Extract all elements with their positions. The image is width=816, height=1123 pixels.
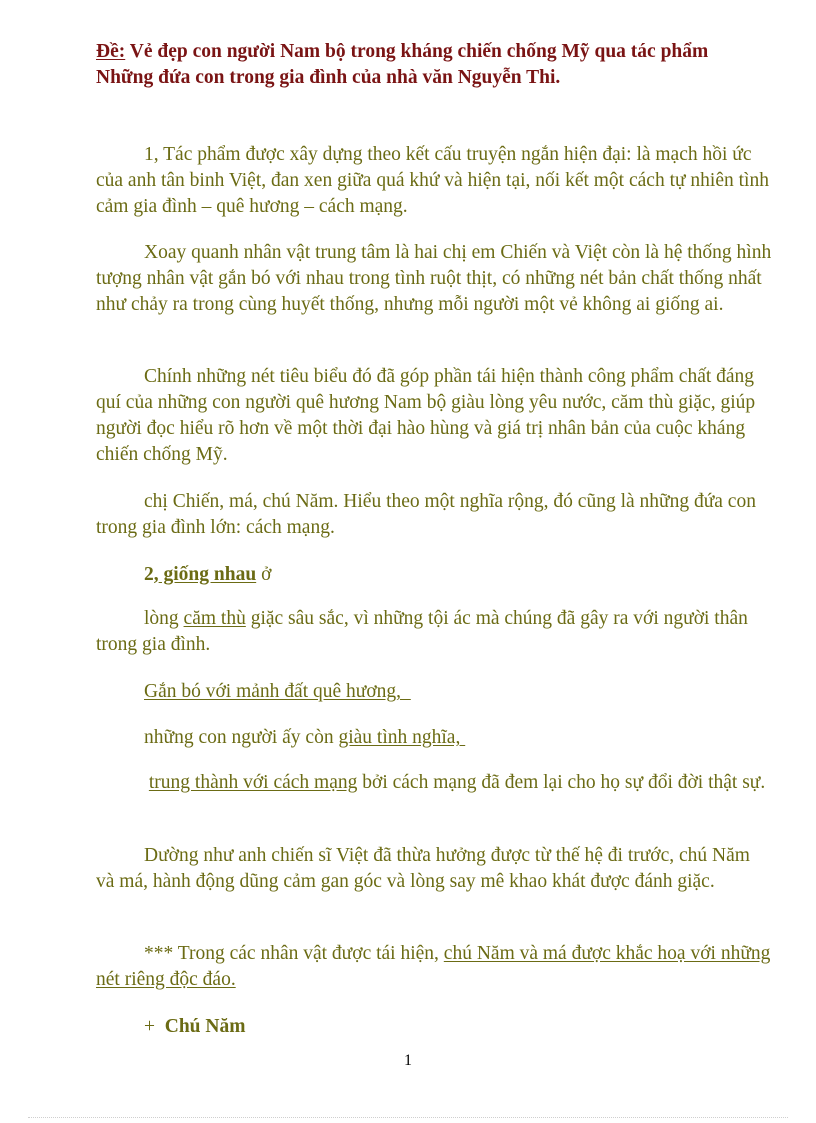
paragraph-9-b: bởi cách mạng đã đem lại cho họ sự đổi đời thật sự. xyxy=(357,772,766,793)
paragraph-2: Xoay quanh nhân vật trung tâm là hai chị em Chiến và Việt còn là hệ thống hình tượng nhân vật gắn bó với nhau trong tình ruột thịt, có những nét bản chất thống nhất như chảy ra trong cùng huyết thống, nhưng mỗi người một vẻ không ai giống ai. xyxy=(96,242,772,315)
paragraph-9 xyxy=(96,770,772,796)
paragraph-6-underlined: căm thù xyxy=(183,608,246,629)
paragraph-8-underlined: giàu tình nghĩa, xyxy=(338,727,466,748)
page-break-divider xyxy=(28,1117,788,1118)
page-title xyxy=(96,39,786,91)
paragraph-7-underlined: Gắn bó với mảnh đất quê hương, xyxy=(144,681,411,702)
paragraph-6-a: lòng xyxy=(144,608,184,629)
page-number: 1 xyxy=(404,1052,412,1069)
paragraph-12 xyxy=(96,1014,816,1040)
paragraph-8-a: những con người ấy còn xyxy=(144,727,339,748)
paragraph-11-a: *** Trong các nhân vật được tái hiện, xyxy=(144,943,444,964)
title-text-line2: Những đứa con trong gia đình của nhà văn Nguyễn Thi. xyxy=(96,67,561,88)
title-label: Đề: xyxy=(96,41,126,62)
title-text-line1: Vẻ đẹp con người Nam bộ trong kháng chiến chống Mỹ qua tác phẩm xyxy=(125,41,709,62)
paragraph-5-suffix: ở xyxy=(256,564,272,585)
paragraph-11-underlined: chú Năm và má được khắc hoạ với những nét riêng độc đáo. xyxy=(96,943,771,990)
paragraph-12-heading: Chú Năm xyxy=(164,1016,246,1037)
paragraph-3: Chính những nét tiêu biểu đó đã góp phần tái hiện thành công phẩm chất đáng quí của những con người quê hương Nam bộ giàu lòng yêu nước, căm thù giặc, giúp người đọc hiểu rõ hơn về một thời đại hào hùng và giá trị nhân bản của cuộc kháng chiến chống Mỹ. xyxy=(96,366,756,465)
paragraph-8 xyxy=(96,725,816,751)
bullet-plus: + xyxy=(144,1016,155,1037)
paragraph-11 xyxy=(96,941,772,993)
paragraph-4: chị Chiến, má, chú Năm. Hiểu theo một nghĩa rộng, đó cũng là những đứa con trong gia đình lớn: cách mạng. xyxy=(96,491,756,538)
paragraph-6-b: giặc sâu sắc, vì những tội ác mà chúng đã gây ra với người thân trong gia đình. xyxy=(96,608,748,655)
paragraph-1: 1, Tác phẩm được xây dựng theo kết cấu truyện ngắn hiện đại: là mạch hồi ức của anh tân binh Việt, đan xen giữa quá khứ và hiện tại, nối kết một cách tự nhiên tình cảm gia đình – quê hương – cách mạng. xyxy=(96,144,769,217)
paragraph-7 xyxy=(96,679,816,705)
paragraph-10: Dường như anh chiến sĩ Việt đã thừa hưởng được từ thế hệ đi trước, chú Năm và má, hành động dũng cảm gan góc và lòng say mê khao khát được đánh giặc. xyxy=(96,845,750,892)
paragraph-6 xyxy=(96,606,772,658)
paragraph-5 xyxy=(96,562,816,588)
paragraph-5-underlined: giống nhau xyxy=(158,564,257,585)
paragraph-5-prefix: 2, xyxy=(144,564,159,585)
paragraph-9-underlined: trung thành với cách mạng xyxy=(148,772,358,793)
